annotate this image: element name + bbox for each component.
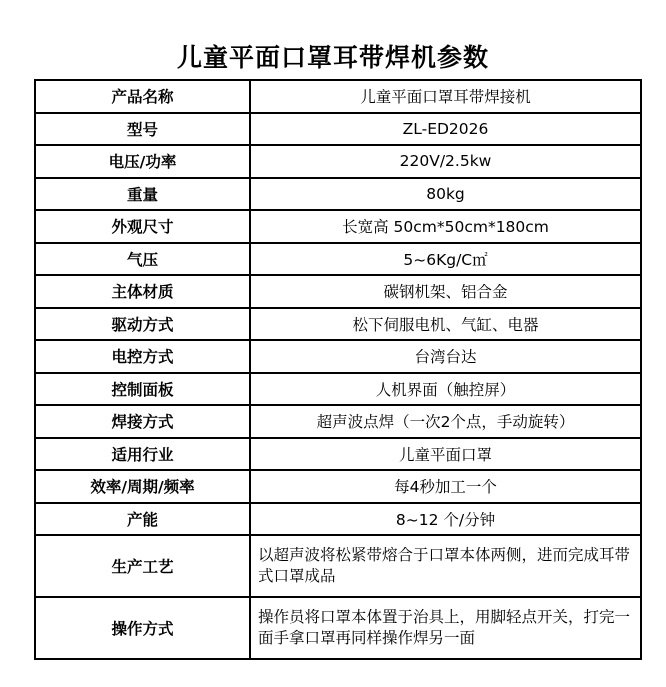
row-label: 重量 (35, 178, 250, 211)
page-title: 儿童平面口罩耳带焊机参数 (176, 43, 489, 72)
row-label: 驱动方式 (35, 308, 250, 341)
row-label: 产能 (35, 503, 250, 536)
row-value: 220V/2.5kw (250, 145, 641, 178)
row-label: 适用行业 (35, 438, 250, 471)
spec-table (34, 79, 642, 660)
table-row (35, 373, 641, 406)
table-row (35, 535, 641, 597)
table-row (35, 178, 641, 211)
row-value: ZL-ED2026 (250, 113, 641, 146)
row-label: 气压 (35, 243, 250, 276)
row-value: 儿童平面口罩 (250, 438, 641, 471)
row-value: 80kg (250, 178, 641, 211)
row-value: 人机界面（触控屏） (250, 373, 641, 406)
table-row (35, 80, 641, 113)
row-label: 主体材质 (35, 275, 250, 308)
table-row (35, 308, 641, 341)
row-value: 8~12 个/分钟 (250, 503, 641, 536)
table-row (35, 597, 641, 659)
table-row (35, 113, 641, 146)
row-value: 长宽高 50cm*50cm*180cm (250, 210, 641, 243)
row-label: 控制面板 (35, 373, 250, 406)
row-label: 效率/周期/频率 (35, 470, 250, 503)
table-row (35, 275, 641, 308)
table-row (35, 210, 641, 243)
row-value: 超声波点焊（一次2个点，手动旋转） (250, 405, 641, 438)
row-value: 松下伺服电机、气缸、电器 (250, 308, 641, 341)
row-value: 儿童平面口罩耳带焊接机 (250, 80, 641, 113)
row-label: 焊接方式 (35, 405, 250, 438)
table-row (35, 503, 641, 536)
table-row (35, 470, 641, 503)
row-value: 操作员将口罩本体置于治具上，用脚轻点开关，打完一面手拿口罩再同样操作焊另一面 (250, 597, 641, 659)
row-label: 操作方式 (35, 597, 250, 659)
row-value: 以超声波将松紧带熔合于口罩本体两侧，进而完成耳带式口罩成品 (250, 535, 641, 597)
table-row (35, 405, 641, 438)
table-row (35, 243, 641, 276)
table-row (35, 340, 641, 373)
row-value: 5~6Kg/C㎡ (250, 243, 641, 276)
row-value: 碳钢机架、铝合金 (250, 275, 641, 308)
row-value: 台湾台达 (250, 340, 641, 373)
row-label: 产品名称 (35, 80, 250, 113)
row-label: 外观尺寸 (35, 210, 250, 243)
row-value: 每4秒加工一个 (250, 470, 641, 503)
table-row (35, 145, 641, 178)
table-row (35, 438, 641, 471)
row-label: 电控方式 (35, 340, 250, 373)
row-label: 电压/功率 (35, 145, 250, 178)
row-label: 型号 (35, 113, 250, 146)
row-label: 生产工艺 (35, 535, 250, 597)
